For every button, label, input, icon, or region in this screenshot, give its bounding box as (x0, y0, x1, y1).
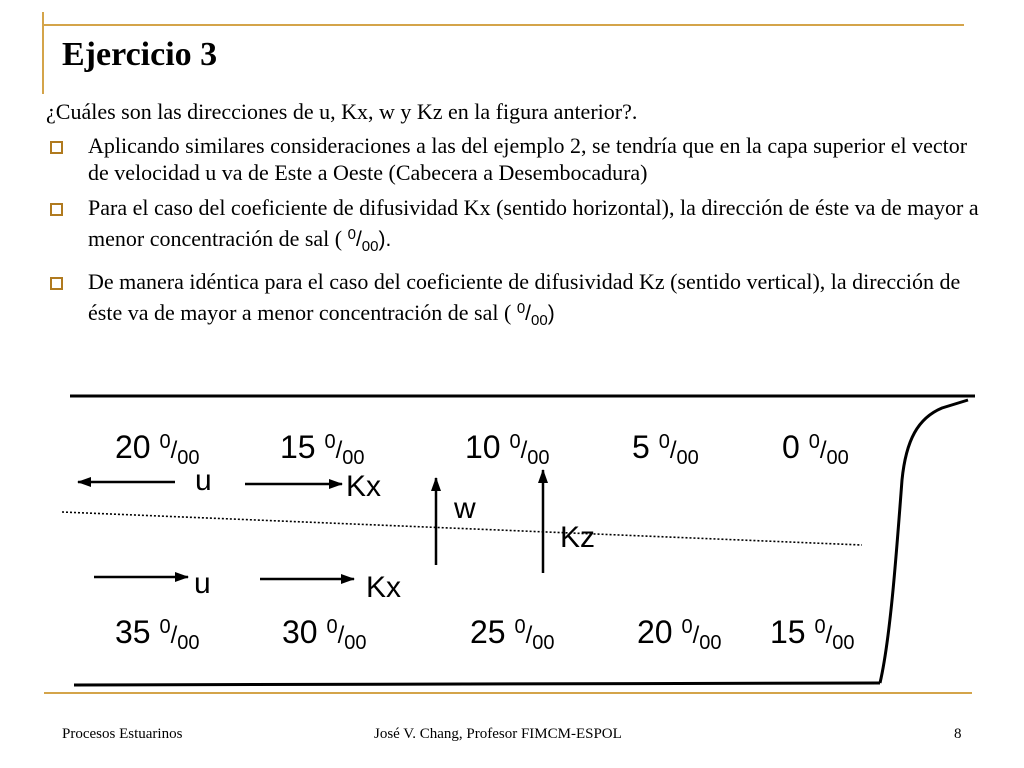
top-salinity-label: 15 $^0_/$00 (280, 429, 365, 469)
bottom-salinity-label: 30 $^0_/$00 (282, 614, 367, 654)
footer-author: José V. Chang, Profesor FIMCM-ESPOL (374, 726, 622, 742)
bottom-salinity-label: 20 $^0_/$00 (637, 614, 722, 654)
river-bank-curve (880, 400, 968, 683)
top-salinity-label: 10 $^0_/$00 (465, 429, 550, 469)
bottom-salinity-label: 35 $^0_/$00 (115, 614, 200, 654)
kx-bottom-label: Kx (366, 571, 402, 604)
bottom-salinity-label: 25 $^0_/$00 (470, 614, 555, 654)
bullet-1-text: Aplicando similares consideraciones a las del ejemplo 2, se tendría que en la capa superior el vector de velocidad u va de Este a Oeste (Cabecera a Desembocadura) (88, 133, 968, 185)
bottom-salinity-labels (115, 614, 855, 654)
bottom-salinity-label: 15 $^0_/$00 (770, 614, 855, 654)
question-text: ¿Cuáles son las direcciones de u, Kx, w y Kz en la figura anterior?. (46, 99, 638, 124)
footer-course: Procesos Estuarinos (62, 726, 183, 742)
bullet-3-text: De manera idéntica para el caso del coeficiente de difusividad Kz (sentido vertical), la dirección de éste va de mayor a menor concentración de sal ( (88, 269, 961, 325)
footer-rule (44, 692, 972, 694)
salinity-unit: $^0/_{00}$) (516, 300, 555, 329)
footer-page-number: 8 (954, 726, 962, 742)
slide-title: Ejercicio 3 (62, 36, 218, 73)
top-salinity-label: 20 $^0_/$00 (115, 429, 200, 469)
w-label: w (454, 492, 476, 525)
u-top-label: u (195, 464, 212, 497)
u-bottom-label: u (194, 567, 211, 600)
top-salinity-label: 0 $^0_/$00 (782, 429, 849, 469)
kz-label: Kz (560, 521, 596, 554)
salinity-unit: $^0/_{00}$). (347, 226, 392, 255)
top-salinity-labels (115, 429, 849, 469)
bottom-line (74, 683, 880, 685)
kx-top-label: Kx (346, 470, 382, 503)
top-salinity-label: 5 $^0_/$00 (632, 429, 699, 469)
bullet-2-text: Para el caso del coeficiente de difusividad Kx (sentido horizontal), la dirección de éste va de mayor a menor concentración de sal ( (88, 195, 979, 251)
